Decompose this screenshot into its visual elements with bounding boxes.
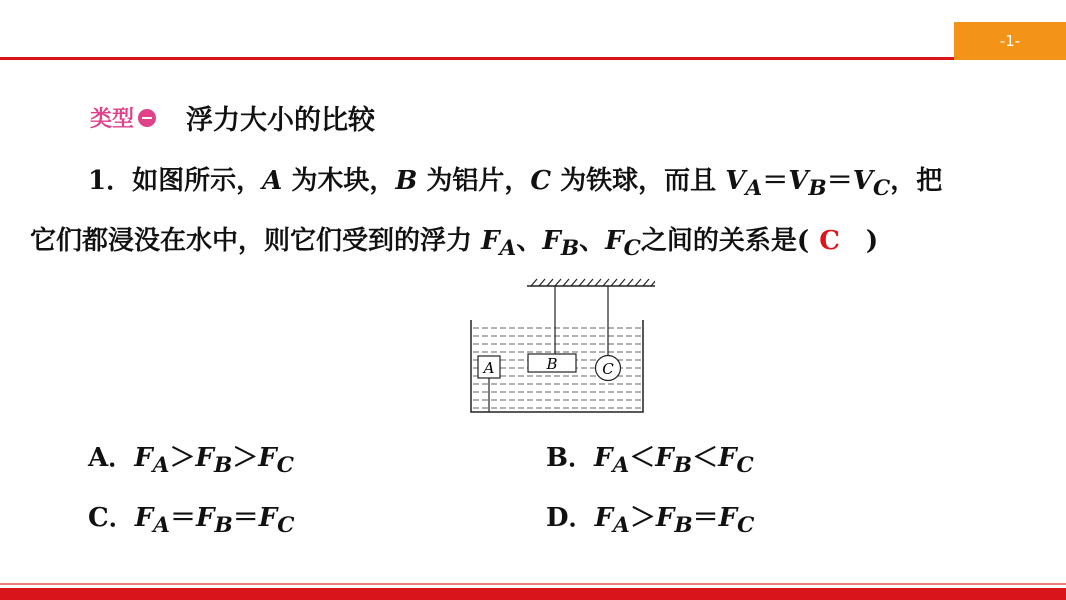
section-heading: [90, 98, 375, 137]
option-letter: C．: [88, 503, 135, 533]
answer-text: C: [819, 226, 840, 256]
option-letter: B．: [546, 443, 594, 473]
header-rule: [0, 57, 1066, 60]
question-number: 1．: [88, 166, 133, 196]
figure-label-b: B: [546, 355, 558, 373]
footer-rule-thin: [0, 583, 1066, 585]
question-line-2: 它们都浸没在水中，则它们受到的浮力 $F_A$、$F_B$、$F_C$之间的关系是( C ): [30, 226, 879, 262]
figure-label-a: A: [483, 359, 495, 377]
tank-diagram: [465, 278, 655, 418]
option-letter: D．: [546, 503, 595, 533]
footer-band: [0, 588, 1066, 600]
option-c: C．$F_A=F_B=F_C$: [88, 503, 295, 539]
option-a: A．$F_A>F_B>F_C$: [88, 443, 294, 479]
section-title: 浮力大小的比较: [186, 105, 376, 136]
page-number-tab: [954, 22, 1066, 60]
option-letter: A．: [88, 443, 135, 473]
minus-circle-icon: [138, 109, 156, 127]
page-number: -1-: [999, 32, 1021, 50]
category-label: 类型: [90, 107, 135, 132]
close-paren: ): [865, 226, 879, 256]
option-b: B．$F_A<F_B<F_C$: [546, 443, 754, 479]
buoyancy-figure: [465, 278, 655, 422]
question-line-1: 1．如图所示，A 为木块，B 为铝片，C 为铁球，而且 $V_A=V_B=V_C$，把: [88, 166, 943, 202]
figure-label-c: C: [602, 360, 614, 378]
option-d: D．$F_A>F_B=F_C$: [546, 503, 755, 539]
